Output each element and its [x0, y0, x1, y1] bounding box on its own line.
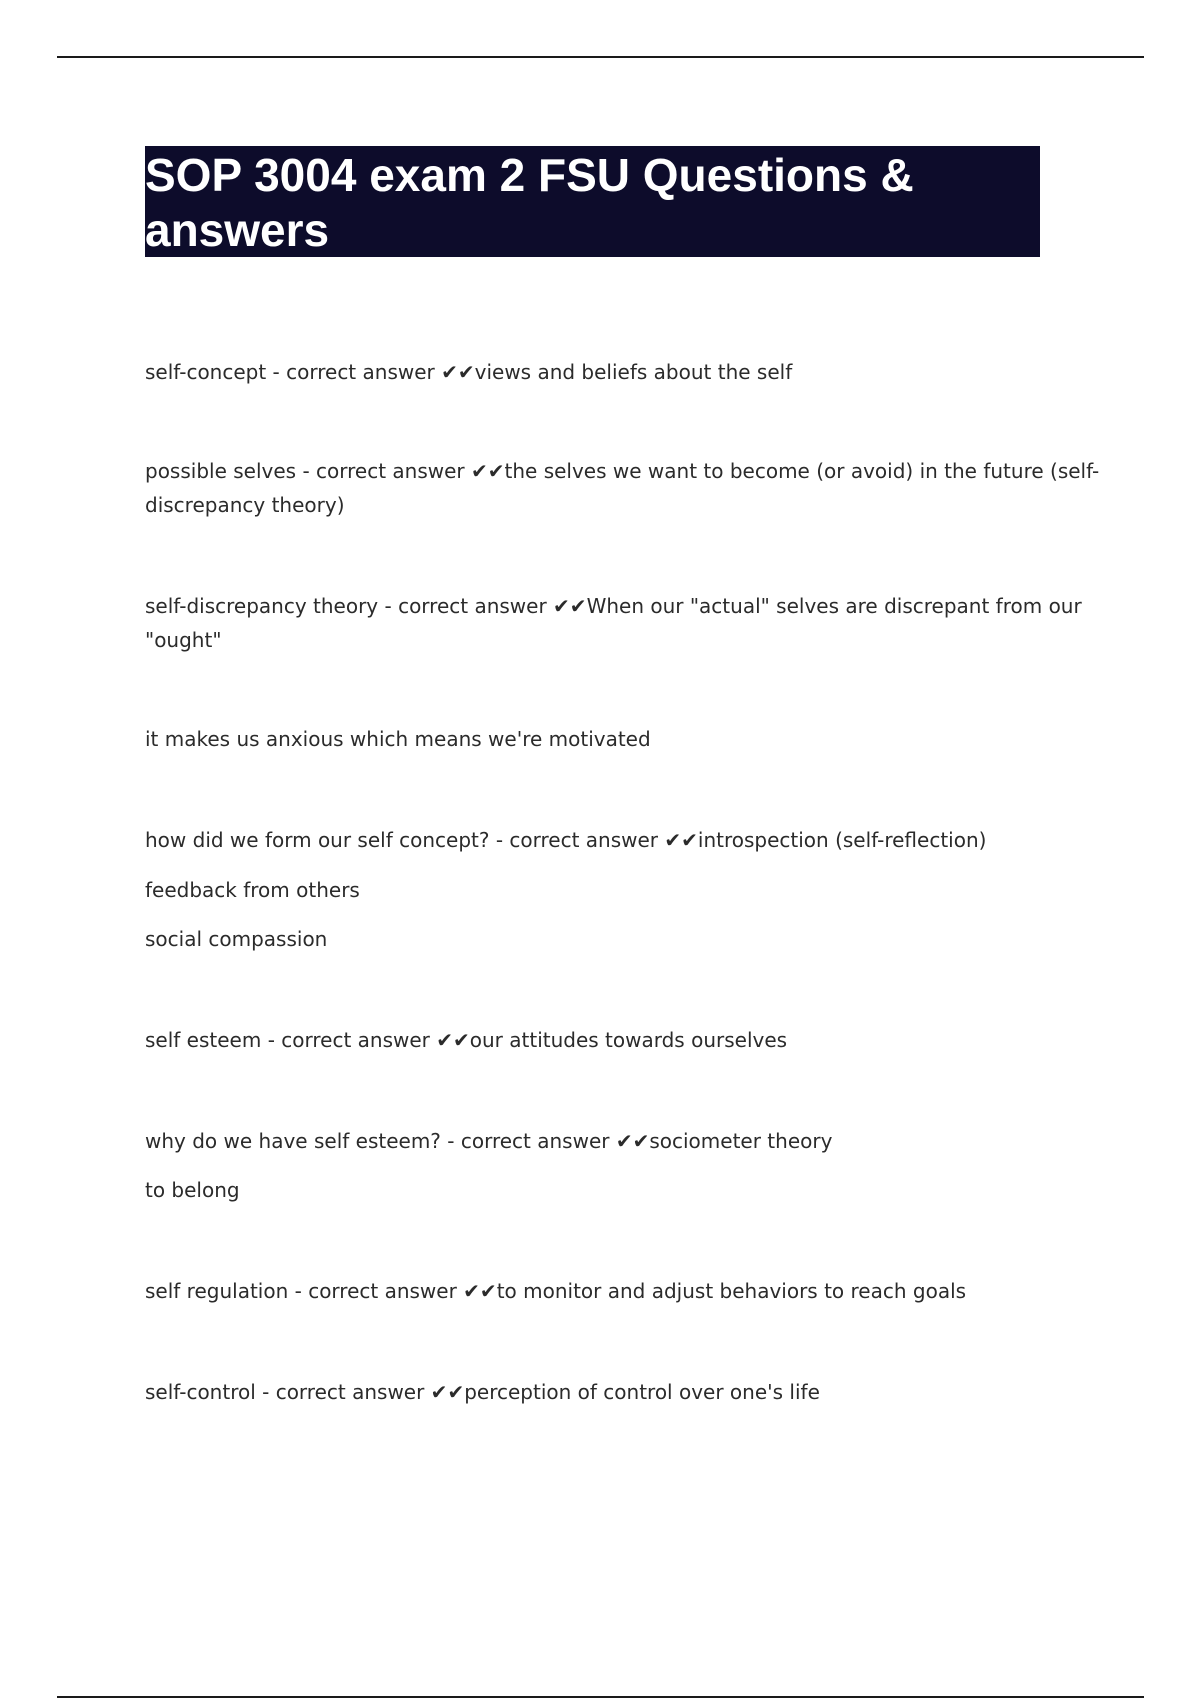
document-title-banner	[145, 146, 1040, 257]
entry-line: how did we form our self concept? - correct answer ✔✔introspection (self-reflection)	[145, 828, 987, 852]
entry-line: self-concept - correct answer ✔✔views and beliefs about the self	[145, 360, 793, 384]
entry-line: self esteem - correct answer ✔✔our attitudes towards ourselves	[145, 1028, 788, 1052]
document-title-line-2: answers	[145, 204, 330, 256]
header-rule	[57, 56, 1144, 58]
entry-line: "ought"	[145, 628, 222, 652]
entry-line: discrepancy theory)	[145, 493, 345, 517]
entry-line: to belong	[145, 1178, 240, 1202]
entry-line: possible selves - correct answer ✔✔the selves we want to become (or avoid) in the future (self-	[145, 459, 1100, 483]
entry-line: self-discrepancy theory - correct answer ✔✔When our "actual" selves are discrepant from our	[145, 594, 1082, 618]
entry-line: self regulation - correct answer ✔✔to monitor and adjust behaviors to reach goals	[145, 1279, 967, 1303]
document-title-line-1: SOP 3004 exam 2 FSU Questions &	[145, 149, 914, 201]
entry-line: self-control - correct answer ✔✔perception of control over one's life	[145, 1380, 820, 1404]
entry-line: feedback from others	[145, 878, 360, 902]
entry-line: it makes us anxious which means we're motivated	[145, 727, 651, 751]
entry-line: social compassion	[145, 927, 328, 951]
footer-rule	[57, 1696, 1144, 1698]
entry-line: why do we have self esteem? - correct answer ✔✔sociometer theory	[145, 1129, 833, 1153]
